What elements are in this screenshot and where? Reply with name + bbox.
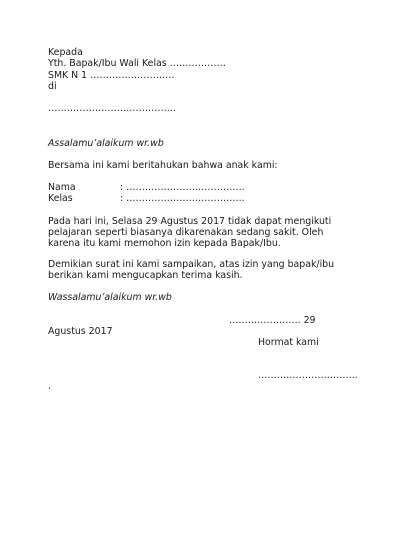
closing-greeting: Wassalamu’alaikum wr.wb	[48, 292, 172, 303]
addressee-line-school: SMK N 1 ………………………	[48, 70, 175, 81]
addressee-line-kepada: Kepada	[48, 47, 83, 58]
date-line-2: Agustus 2017	[48, 326, 113, 337]
nama-value: : ………………………………..	[120, 182, 245, 193]
body-paragraph-2	[48, 259, 358, 281]
date-line-1: ………………….. 29	[229, 315, 316, 326]
body-paragraph-1-line-2: pelajaran seperti biasanya dikarenakan sedang sakit. Oleh	[48, 227, 324, 239]
body-paragraph-1	[48, 216, 358, 250]
intro-text: Bersama ini kami beritahukan bahwa anak kami:	[48, 160, 278, 171]
addressee-line-location: …………………………………..	[48, 103, 176, 114]
nama-label: Nama	[48, 182, 76, 193]
kelas-value: : ………………………………..	[120, 193, 245, 204]
signature-line: …………………………..	[258, 370, 358, 381]
body-paragraph-1-line-3: karena itu kami memohon izin kepada Bapak/Ibu.	[48, 238, 281, 250]
body-paragraph-1-line-1: Pada hari ini, Selasa 29 Agustus 2017 tidak dapat mengikuti	[48, 216, 332, 227]
kelas-label: Kelas	[48, 193, 73, 204]
signature-dot: .	[48, 381, 51, 392]
body-paragraph-2-line-2: berikan kami mengucapkan terima kasih.	[48, 270, 243, 282]
addressee-line-wali-kelas: Yth. Bapak/Ibu Wali Kelas ………………	[48, 58, 226, 69]
opening-greeting: Assalamu’alaikum wr.wb	[48, 138, 164, 149]
addressee-line-di: di	[48, 81, 57, 92]
closing-text: Hormat kami	[258, 337, 319, 348]
body-paragraph-2-line-1: Demikian surat ini kami sampaikan, atas izin yang bapak/ibu	[48, 259, 335, 270]
